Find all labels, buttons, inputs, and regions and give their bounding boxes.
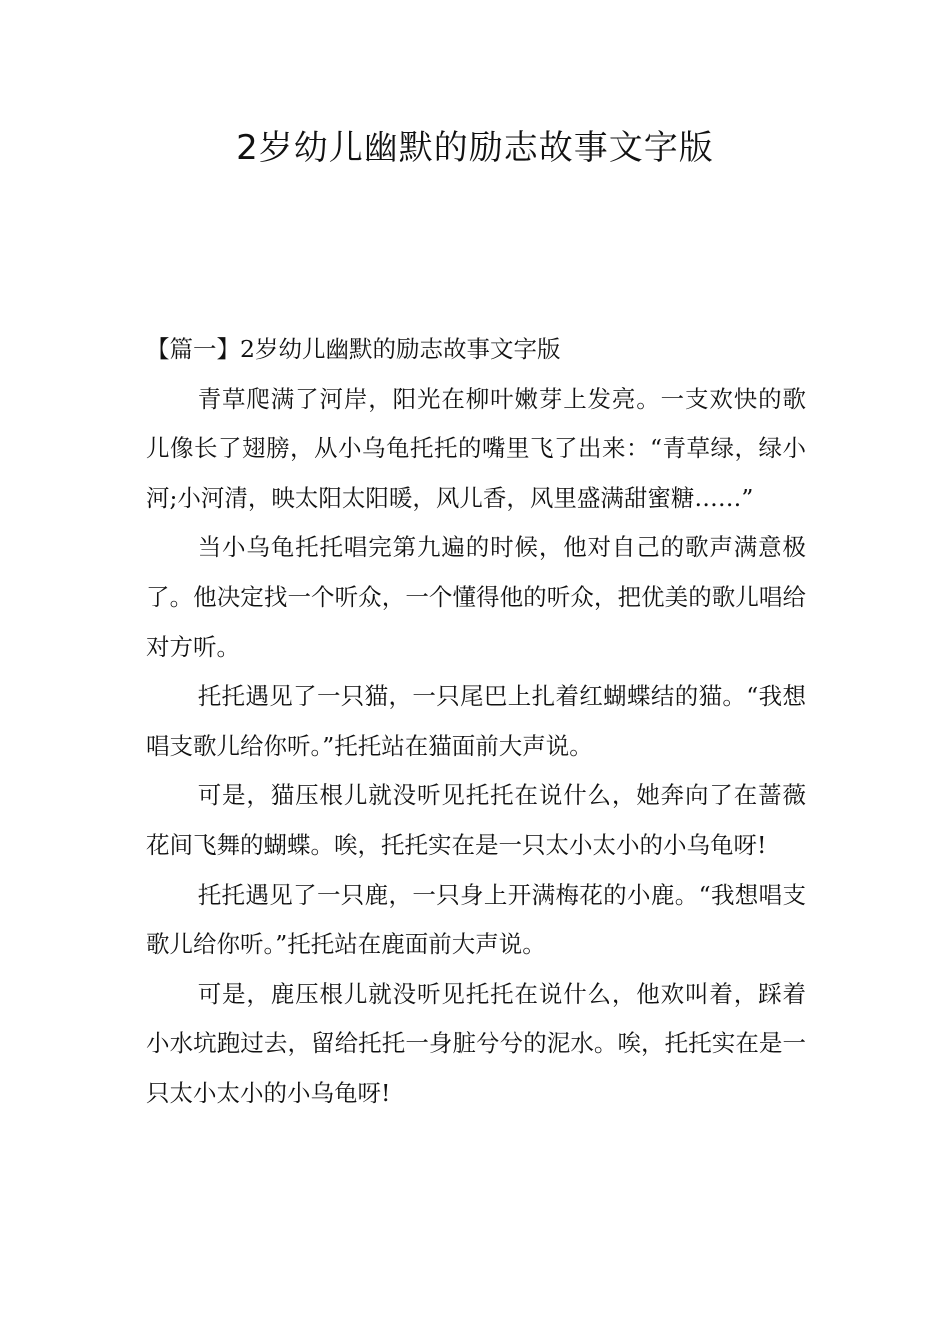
paragraph: 青草爬满了河岸，阳光在柳叶嫩芽上发亮。一支欢快的歌儿像长了翅膀，从小乌龟托托的嘴里飞了出来：“青草绿，绿小河;小河清，映太阳太阳暖，风儿香，风里盛满甜蜜糖……” [146, 384, 806, 512]
document-body [146, 325, 806, 1119]
section-heading: 【篇一】2岁幼儿幽默的励志故事文字版 [146, 335, 561, 363]
paragraph: 当小乌龟托托唱完第九遍的时候，他对自己的歌声满意极了。他决定找一个听众，一个懂得他的听众，把优美的歌儿唱给对方听。 [146, 533, 806, 661]
paragraph: 托托遇见了一只鹿，一只身上开满梅花的小鹿。“我想唱支歌儿给你听。”托托站在鹿面前大声说。 [146, 880, 806, 959]
paragraph: 可是，鹿压根儿就没听见托托在说什么，他欢叫着，踩着小水坑跑过去，留给托托一身脏兮兮的泥水。唉，托托实在是一只太小太小的小乌龟呀! [146, 979, 806, 1107]
paragraph: 可是，猫压根儿就没听见托托在说什么，她奔向了在蔷薇花间飞舞的蝴蝶。唉，托托实在是一只太小太小的小乌龟呀! [146, 781, 806, 859]
document-title: 2岁幼儿幽默的励志故事文字版 [236, 128, 714, 168]
paragraph: 托托遇见了一只猫，一只尾巴上扎着红蝴蝶结的猫。“我想唱支歌儿给你听。”托托站在猫面前大声说。 [146, 682, 806, 760]
